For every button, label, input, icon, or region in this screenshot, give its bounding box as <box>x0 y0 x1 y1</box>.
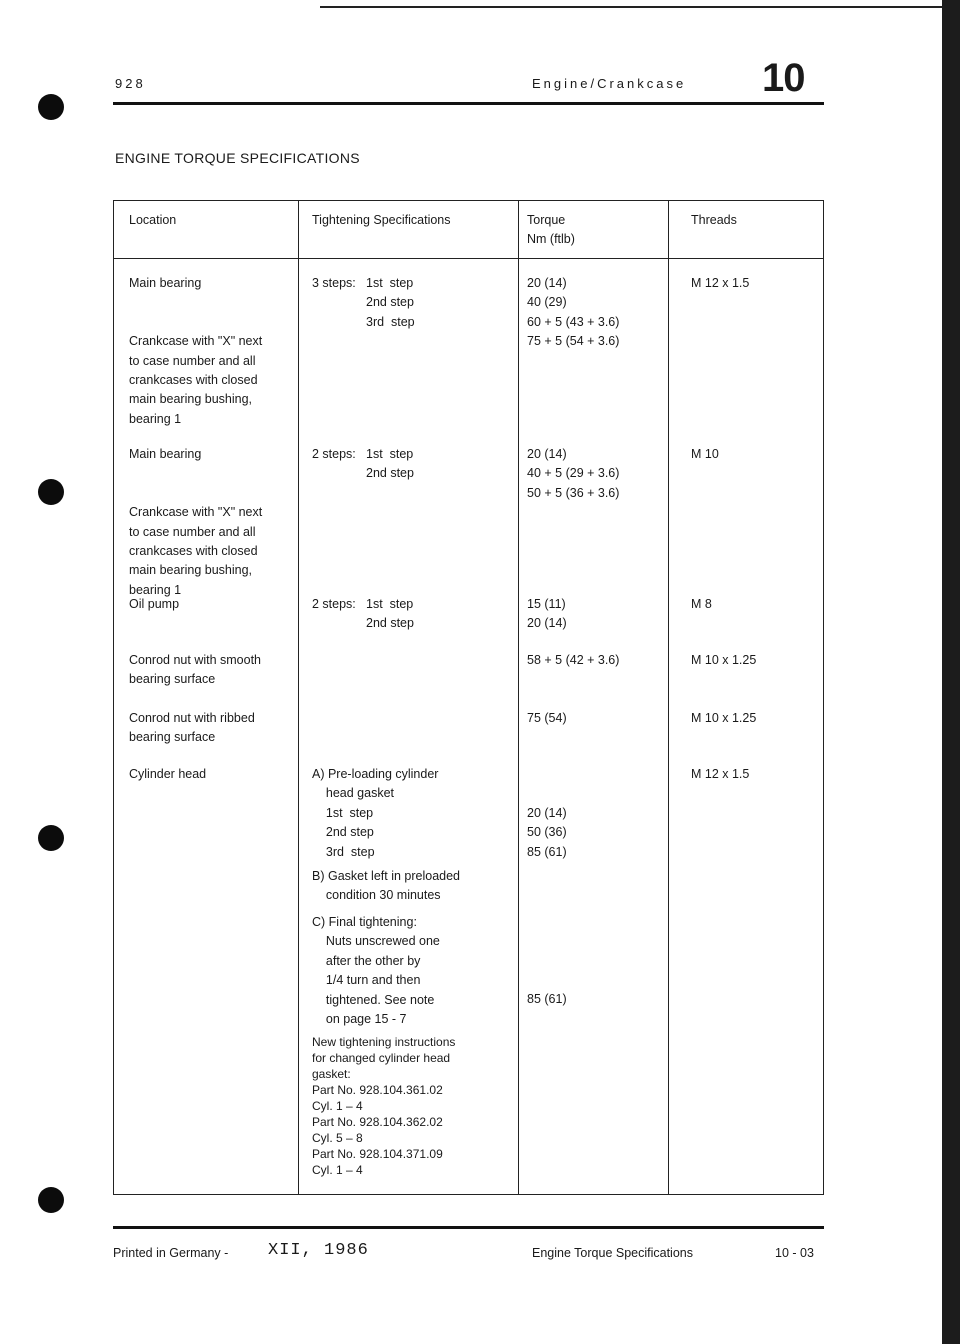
scan-top-edge-line <box>320 6 945 8</box>
row-oil-pump-steps: 1st step 2nd step <box>366 597 414 631</box>
header-rule <box>113 102 824 105</box>
row-conrod-smooth-torque: 58 + 5 (42 + 3.6) <box>527 653 620 667</box>
column-header-specifications: Tightening Specifications <box>312 213 451 227</box>
scan-right-edge-bar <box>942 0 960 1344</box>
row-cylinder-head-spec-a: A) Pre-loading cylinder head gasket 1st step 2nd step 3rd step <box>312 767 439 859</box>
row-main-bearing-2-steps: 1st step 2nd step <box>366 447 414 481</box>
row-main-bearing-2-threads: M 10 <box>691 447 719 461</box>
row-conrod-ribbed-torque: 75 (54) <box>527 711 567 725</box>
row-main-bearing-2-location: Main bearing Crankcase with "X" next to case number and all crankcases with closed main bearing bushing, bearing 1 <box>129 447 263 597</box>
header-divider <box>114 258 823 259</box>
row-cylinder-head-new-instructions: New tightening instructions for changed cylinder head gasket: Part No. 928.104.361.02 Cyl. 1 – 4 Part No. 928.104.362.02 Cyl. 5 – 8 Part No. 928.104.371.09 Cyl. 1 – 4 <box>312 1035 456 1177</box>
row-main-bearing-torque: 20 (14) 40 (29) 60 + 5 (43 + 3.6) 75 + 5 (54 + 3.6) <box>527 276 620 349</box>
row-oil-pump-threads: M 8 <box>691 597 712 611</box>
header-group-number: 10 <box>762 56 805 100</box>
punch-hole-icon <box>38 1187 64 1213</box>
row-main-bearing-location: Main bearing Crankcase with "X" next to case number and all crankcases with closed main bearing bushing, bearing 1 <box>129 276 263 426</box>
footer-printed: Printed in Germany - <box>113 1246 229 1260</box>
row-conrod-smooth-threads: M 10 x 1.25 <box>691 653 757 667</box>
column-divider <box>518 201 519 1194</box>
page-title: ENGINE TORQUE SPECIFICATIONS <box>115 150 360 166</box>
punch-hole-icon <box>38 94 64 120</box>
punch-hole-icon <box>38 479 64 505</box>
row-main-bearing-steps-prefix: 3 steps: <box>312 276 356 290</box>
torque-table <box>113 200 824 1195</box>
column-header-torque: Torque Nm (ftlb) <box>527 213 575 247</box>
footer-date: XII, 1986 <box>268 1241 369 1260</box>
row-cylinder-head-spec-b: B) Gasket left in preloaded condition 30 minutes <box>312 869 460 903</box>
row-conrod-ribbed-location: Conrod nut with ribbed bearing surface <box>129 711 255 745</box>
row-oil-pump-location: Oil pump <box>129 597 180 611</box>
row-cylinder-head-torque-c: 85 (61) <box>527 992 567 1006</box>
row-oil-pump-torque: 15 (11) 20 (14) <box>527 597 567 631</box>
row-main-bearing-2-torque: 20 (14) 40 + 5 (29 + 3.6) 50 + 5 (36 + 3.6) <box>527 447 620 500</box>
row-main-bearing-steps: 1st step 2nd step 3rd step <box>366 276 415 329</box>
row-main-bearing-threads: M 12 x 1.5 <box>691 276 750 290</box>
punch-hole-icon <box>38 825 64 851</box>
header-group: Engine/Crankcase <box>532 76 687 91</box>
row-oil-pump-steps-prefix: 2 steps: <box>312 597 356 611</box>
row-cylinder-head-spec-c: C) Final tightening: Nuts unscrewed one after the other by 1/4 turn and then tightened. See note on page 15 - 7 <box>312 915 440 1027</box>
footer-page-number: 10 - 03 <box>775 1246 814 1260</box>
column-header-threads: Threads <box>691 213 737 227</box>
row-cylinder-head-threads: M 12 x 1.5 <box>691 767 750 781</box>
footer-section: Engine Torque Specifications <box>532 1246 693 1260</box>
header-model: 928 <box>115 76 146 91</box>
column-header-location: Location <box>129 213 177 227</box>
row-cylinder-head-location: Cylinder head <box>129 767 207 781</box>
column-divider <box>668 201 669 1194</box>
footer-rule <box>113 1226 824 1229</box>
row-main-bearing-2-steps-prefix: 2 steps: <box>312 447 356 461</box>
column-divider <box>298 201 299 1194</box>
row-cylinder-head-torque-a: 20 (14) 50 (36) 85 (61) <box>527 806 567 859</box>
row-conrod-smooth-location: Conrod nut with smooth bearing surface <box>129 653 262 687</box>
row-conrod-ribbed-threads: M 10 x 1.25 <box>691 711 757 725</box>
